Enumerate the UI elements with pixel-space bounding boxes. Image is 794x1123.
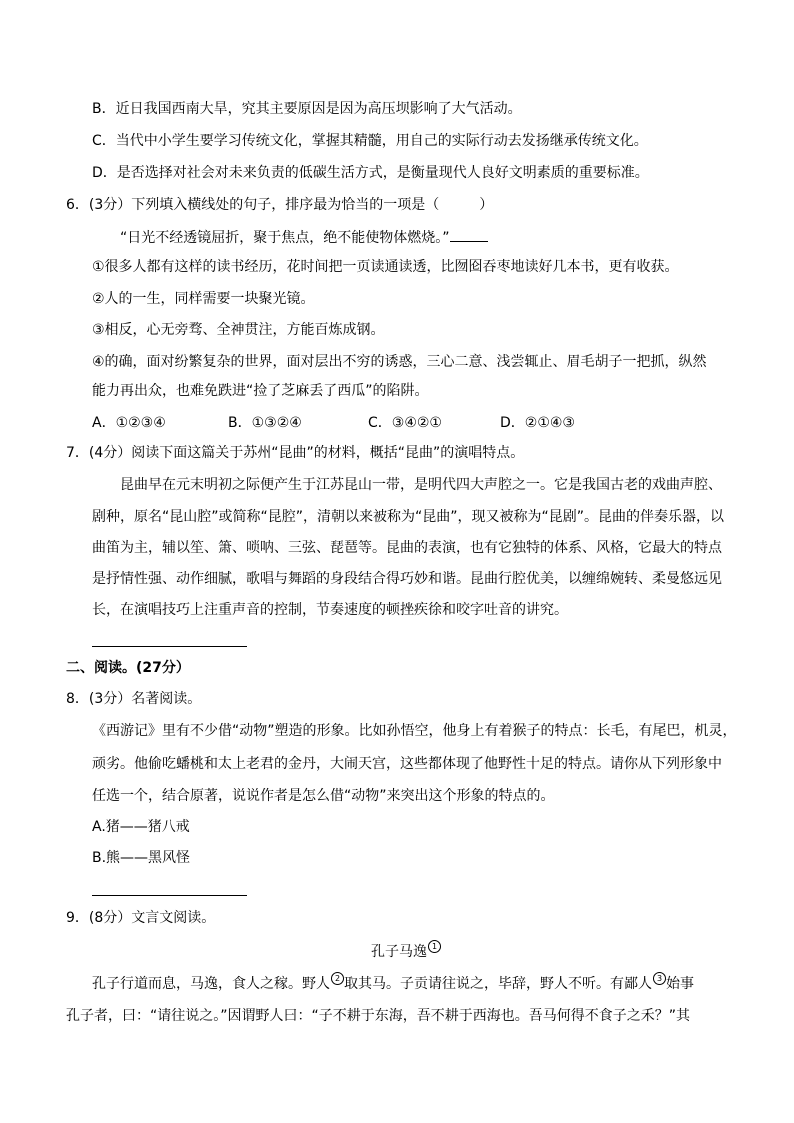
question-9-stem: 9．(8分）文言文阅读。 [66,910,216,926]
question-6-quote [120,227,488,248]
section-2-heading: 二、阅读。(27分） [66,660,190,676]
passage-line-5: 长，在演唱技巧上注重声音的控制，节奏速度的顿挫疾徐和咬字吐音的讲究。 [92,602,568,618]
sentence-4-line-2: 能力再出众，也难免跌进“捡了芝麻丢了西瓜”的陷阱。 [92,383,429,399]
q8-line-2: 顽劣。他偷吃蟠桃和太上老君的金丹，大闹天宫，这些都体现了他野性十足的特点。请你从下列形象中 [92,756,722,772]
answer-blank [450,227,488,242]
q6-option-c: C．③④②① [368,415,442,431]
q8-choice-a: A.猪——猪八戒 [92,819,190,835]
question-6-stem-text: 6．(3分）下列填入横线处的句子，排序最为恰当的一项是（ [66,197,440,213]
q8-choice-b: B.熊——黑风怪 [92,850,191,866]
classical-line-1 [92,974,694,994]
classical-line-2: 孔子者，曰：“请往说之。”因谓野人曰：“子不耕于东海，吾不耕于西海也。吾马何得不食子之禾？”其 [66,1008,691,1024]
q6-option-a: A．①②③④ [92,415,166,431]
sentence-4-line-1: ④的确，面对纷繁复杂的世界，面对层出不穷的诱惑，三心二意、浅尝辄止、眉毛胡子一把抓，纵然 [92,354,707,370]
passage-line-3: 曲笛为主，辅以笙、箫、唢呐、三弦、琵琶等。昆曲的表演，也有它独特的体系、风格，它最大的特点 [92,540,722,556]
sentence-1: ①很多人都有这样的读书经历，花时间把一页读通读透，比囫囵吞枣地读好几本书，更有收获。 [92,259,679,275]
sentence-3: ③相反，心无旁骛、全神贯注，方能百炼成钢。 [92,322,385,338]
passage-line-2: 剧种，原名“昆山腔”或简称“昆腔”，清朝以来被称为“昆曲”，现又被称为“昆剧”。昆曲的伴奏乐器，以 [92,509,725,525]
q8-line-1: 《西游记》里有不少借“动物”塑造的形象。比如孙悟空，他身上有着猴子的特点：长毛，有尾巴，机灵， [92,723,737,739]
classical-line-1-b: 取其马。子贡请往说之，毕辞，野人不听。有鄙人 [344,976,652,992]
sentence-2: ②人的一生，同样需要一块聚光镜。 [92,291,315,307]
answer-line-q8 [92,895,247,896]
classical-text-title [371,942,441,962]
question-8-stem: 8．(3分）名著阅读。 [66,691,202,707]
option-c: C．当代中小学生要学习传统文化，掌握其精髓，用自己的实际行动去发扬继承传统文化。 [92,133,648,149]
q6-option-d: D．②①④③ [500,415,575,431]
passage-line-1: 昆曲早在元末明初之际便产生于江苏昆山一带，是明代四大声腔之一。它是我国古老的戏曲声腔、 [120,477,722,493]
footnote-marker-1: 1 [428,940,441,953]
quote-text: “日光不经透镜屈折，聚于焦点，绝不能使物体燃烧。” [120,230,450,246]
question-6-stem [66,195,493,215]
passage-line-4: 是抒情性强、动作细腻，歌唱与舞蹈的身段结合得巧妙和谐。昆曲行腔优美，以缠绵婉转、柔曼悠远见 [92,571,722,587]
title-text: 孔子马逸 [371,944,427,960]
answer-line-q7 [92,646,247,647]
footnote-marker-2: 2 [331,972,344,985]
question-7-stem: 7．(4分）阅读下面这篇关于苏州“昆曲”的材料，概括“昆曲”的演唱特点。 [66,445,525,461]
classical-line-1-c: 始事 [666,976,694,992]
q8-line-3: 任选一个，结合原著，说说作者是怎么借“动物”来突出这个形象的特点的。 [92,788,555,804]
option-b: B．近日我国西南大旱，究其主要原因是因为高压坝影响了大气活动。 [92,101,522,117]
footnote-marker-3: 3 [653,972,666,985]
question-6-stem-close: ） [479,197,494,213]
option-d: D．是否选择对社会对未来负责的低碳生活方式，是衡量现代人良好文明素质的重要标准。 [92,165,649,181]
classical-line-1-a: 孔子行道而息，马逸，食人之稼。野人 [92,976,330,992]
q6-option-b: B．①③②④ [228,415,302,431]
